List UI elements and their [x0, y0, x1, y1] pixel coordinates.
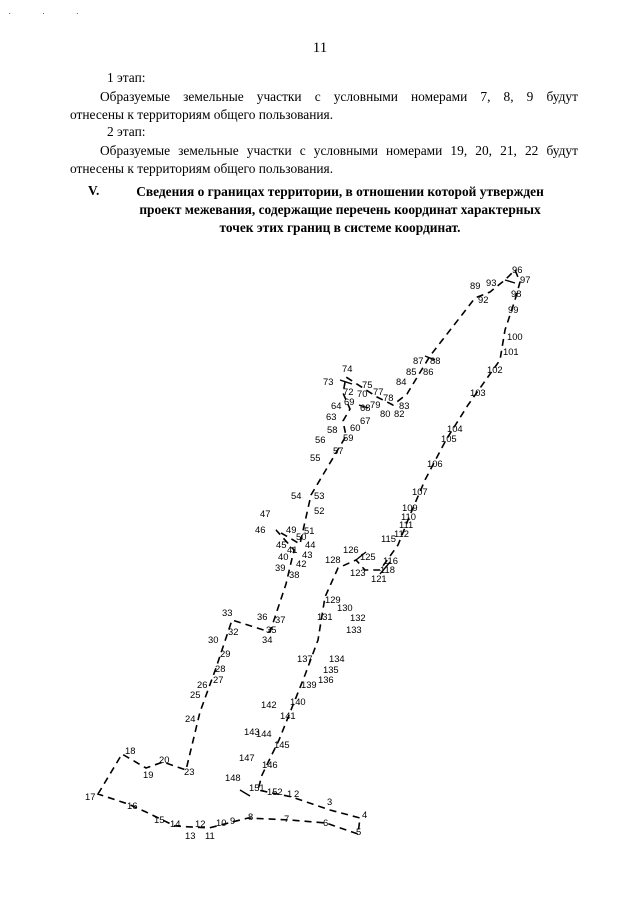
point-label: 121 [371, 573, 387, 584]
point-label: 41 [287, 544, 298, 555]
point-label: 11 [205, 830, 215, 841]
point-label: 17 [85, 791, 96, 802]
section-number: V. [88, 183, 100, 198]
point-label: 23 [184, 766, 195, 777]
point-label: 80 [380, 408, 391, 419]
point-label: 139 [301, 679, 317, 690]
point-label: 3 [327, 796, 333, 807]
section-heading-line3: точек этих границ в системе координат. [219, 220, 461, 235]
point-label: 33 [222, 607, 233, 618]
point-label: 125 [360, 551, 376, 562]
point-label: 87 [413, 355, 424, 366]
point-label: 128 [325, 554, 341, 565]
point-label: 140 [290, 696, 306, 707]
point-label: 102 [487, 364, 503, 375]
stage-1-text-line1: Образуемые земельные участки с условными номерами 7, 8, 9 будут [100, 89, 578, 104]
point-label: 134 [329, 653, 345, 664]
point-label: 129 [325, 594, 341, 605]
point-label: 44 [305, 539, 316, 550]
point-label: 55 [310, 452, 321, 463]
point-label: 143 [244, 726, 260, 737]
point-label: 79 [370, 399, 381, 410]
point-label: 116 [383, 555, 398, 566]
point-label: 2 [294, 788, 300, 799]
point-label: 146 [262, 759, 278, 770]
point-label: 82 [394, 408, 405, 419]
point-label: 16 [127, 800, 138, 811]
stage-2-text-line2: отнесены к территориям общего пользования. [70, 161, 334, 176]
point-label: 118 [380, 564, 395, 575]
point-label: 68 [360, 402, 371, 413]
page-number: 11 [312, 40, 328, 56]
point-label: 123 [350, 567, 366, 578]
stage-2-text-line1: Образуемые земельные участки с условными номерами 19, 20, 21, 22 будут [100, 143, 578, 158]
point-label: 50 [296, 531, 307, 542]
section-heading-line2: проект межевания, содержащие перечень координат характерных [139, 202, 541, 217]
point-label: 92 [478, 294, 489, 305]
point-label: 103 [470, 387, 486, 398]
stage-2-title: 2 этап: [107, 124, 146, 139]
point-label: 101 [503, 346, 519, 357]
point-label: 64 [331, 400, 342, 411]
point-label: 12 [195, 818, 206, 829]
point-label: 86 [423, 366, 434, 377]
point-label: 9 [230, 815, 236, 826]
point-label: 51 [304, 525, 315, 536]
point-label: 152 [267, 786, 283, 797]
point-label: 88 [430, 355, 441, 366]
point-label: 15 [154, 814, 165, 825]
point-label: 54 [291, 490, 302, 501]
point-label: 89 [470, 280, 481, 291]
section-heading-line1: Сведения о границах территории, в отношении которой утвержден [136, 184, 544, 199]
point-label: 67 [360, 415, 371, 426]
point-label: 4 [362, 809, 368, 820]
point-label: 63 [326, 411, 337, 422]
point-label: 77 [373, 386, 384, 397]
point-label: 100 [507, 331, 523, 342]
point-label: 137 [297, 653, 313, 664]
point-label: 135 [323, 664, 339, 675]
point-label: 110 [401, 511, 416, 522]
point-label: 93 [486, 277, 497, 288]
point-label: 145 [274, 739, 290, 750]
point-label: 58 [327, 424, 338, 435]
point-label: 72 [343, 386, 354, 397]
point-label: 37 [275, 614, 286, 625]
point-label: 27 [213, 674, 224, 685]
point-label: 43 [302, 549, 313, 560]
point-label: 99 [508, 304, 519, 315]
point-label: 142 [261, 699, 277, 710]
point-label: 69 [344, 396, 355, 407]
point-label: 84 [396, 376, 407, 387]
point-label: 133 [346, 624, 362, 635]
point-label: 7 [284, 813, 290, 824]
point-label: 28 [215, 663, 226, 674]
point-label: 147 [239, 752, 255, 763]
point-label: 70 [357, 388, 368, 399]
point-label: 14 [170, 818, 181, 829]
point-label: 60 [350, 422, 361, 433]
point-label: 36 [257, 611, 268, 622]
point-label: 18 [125, 745, 136, 756]
point-label: 26 [197, 679, 208, 690]
point-label: 96 [512, 264, 523, 275]
point-label: 115 [381, 533, 396, 544]
point-label: 52 [314, 505, 325, 516]
scan-specks: ˙ ˙ ˙ [8, 12, 93, 23]
point-label: 83 [399, 400, 410, 411]
point-label: 25 [190, 689, 201, 700]
point-label: 20 [159, 754, 170, 765]
point-label: 8 [248, 811, 254, 822]
point-label: 29 [220, 648, 231, 659]
point-label: 38 [289, 569, 300, 580]
point-label: 112 [394, 528, 409, 539]
point-labels [85, 264, 530, 841]
point-label: 47 [260, 508, 271, 519]
point-label: 1 [287, 788, 293, 799]
point-label: 132 [350, 612, 366, 623]
point-label: 85 [406, 366, 417, 377]
point-label: 56 [315, 434, 326, 445]
stage-1-text-line2: отнесены к территориям общего пользования. [70, 107, 334, 122]
point-label: 148 [225, 772, 241, 783]
point-label: 105 [441, 433, 457, 444]
point-label: 49 [286, 524, 297, 535]
point-label: 45 [276, 539, 287, 550]
point-label: 144 [256, 728, 272, 739]
point-label: 35 [266, 624, 277, 635]
point-label: 39 [275, 562, 286, 573]
point-label: 24 [185, 713, 196, 724]
point-label: 130 [337, 602, 353, 613]
point-label: 141 [280, 710, 296, 721]
point-label: 53 [314, 490, 325, 501]
point-label: 131 [317, 611, 333, 622]
point-label: 97 [520, 274, 531, 285]
point-label: 30 [208, 634, 219, 645]
point-label: 73 [323, 376, 334, 387]
point-label: 151 [249, 782, 265, 793]
point-label: 34 [262, 634, 273, 645]
point-label: 98 [511, 288, 522, 299]
point-label: 74 [342, 363, 353, 374]
point-label: 59 [343, 432, 354, 443]
point-label: 42 [296, 558, 307, 569]
point-label: 106 [427, 458, 443, 469]
point-label: 13 [185, 830, 196, 841]
point-label: 46 [255, 524, 266, 535]
point-label: 104 [447, 423, 463, 434]
point-label: 126 [343, 544, 359, 555]
point-label: 78 [383, 392, 394, 403]
point-label: 109 [402, 502, 418, 513]
point-label: 10 [216, 817, 227, 828]
stage-1-title: 1 этап: [107, 70, 146, 85]
point-label: 111 [399, 519, 414, 530]
point-label: 40 [278, 551, 289, 562]
point-label: 136 [318, 674, 334, 685]
point-label: 32 [228, 626, 239, 637]
point-label: 57 [333, 445, 344, 456]
point-label: 75 [362, 379, 373, 390]
point-label: 5 [356, 826, 362, 837]
point-label: 19 [143, 769, 154, 780]
point-label: 107 [412, 486, 428, 497]
point-label: 6 [323, 817, 329, 828]
